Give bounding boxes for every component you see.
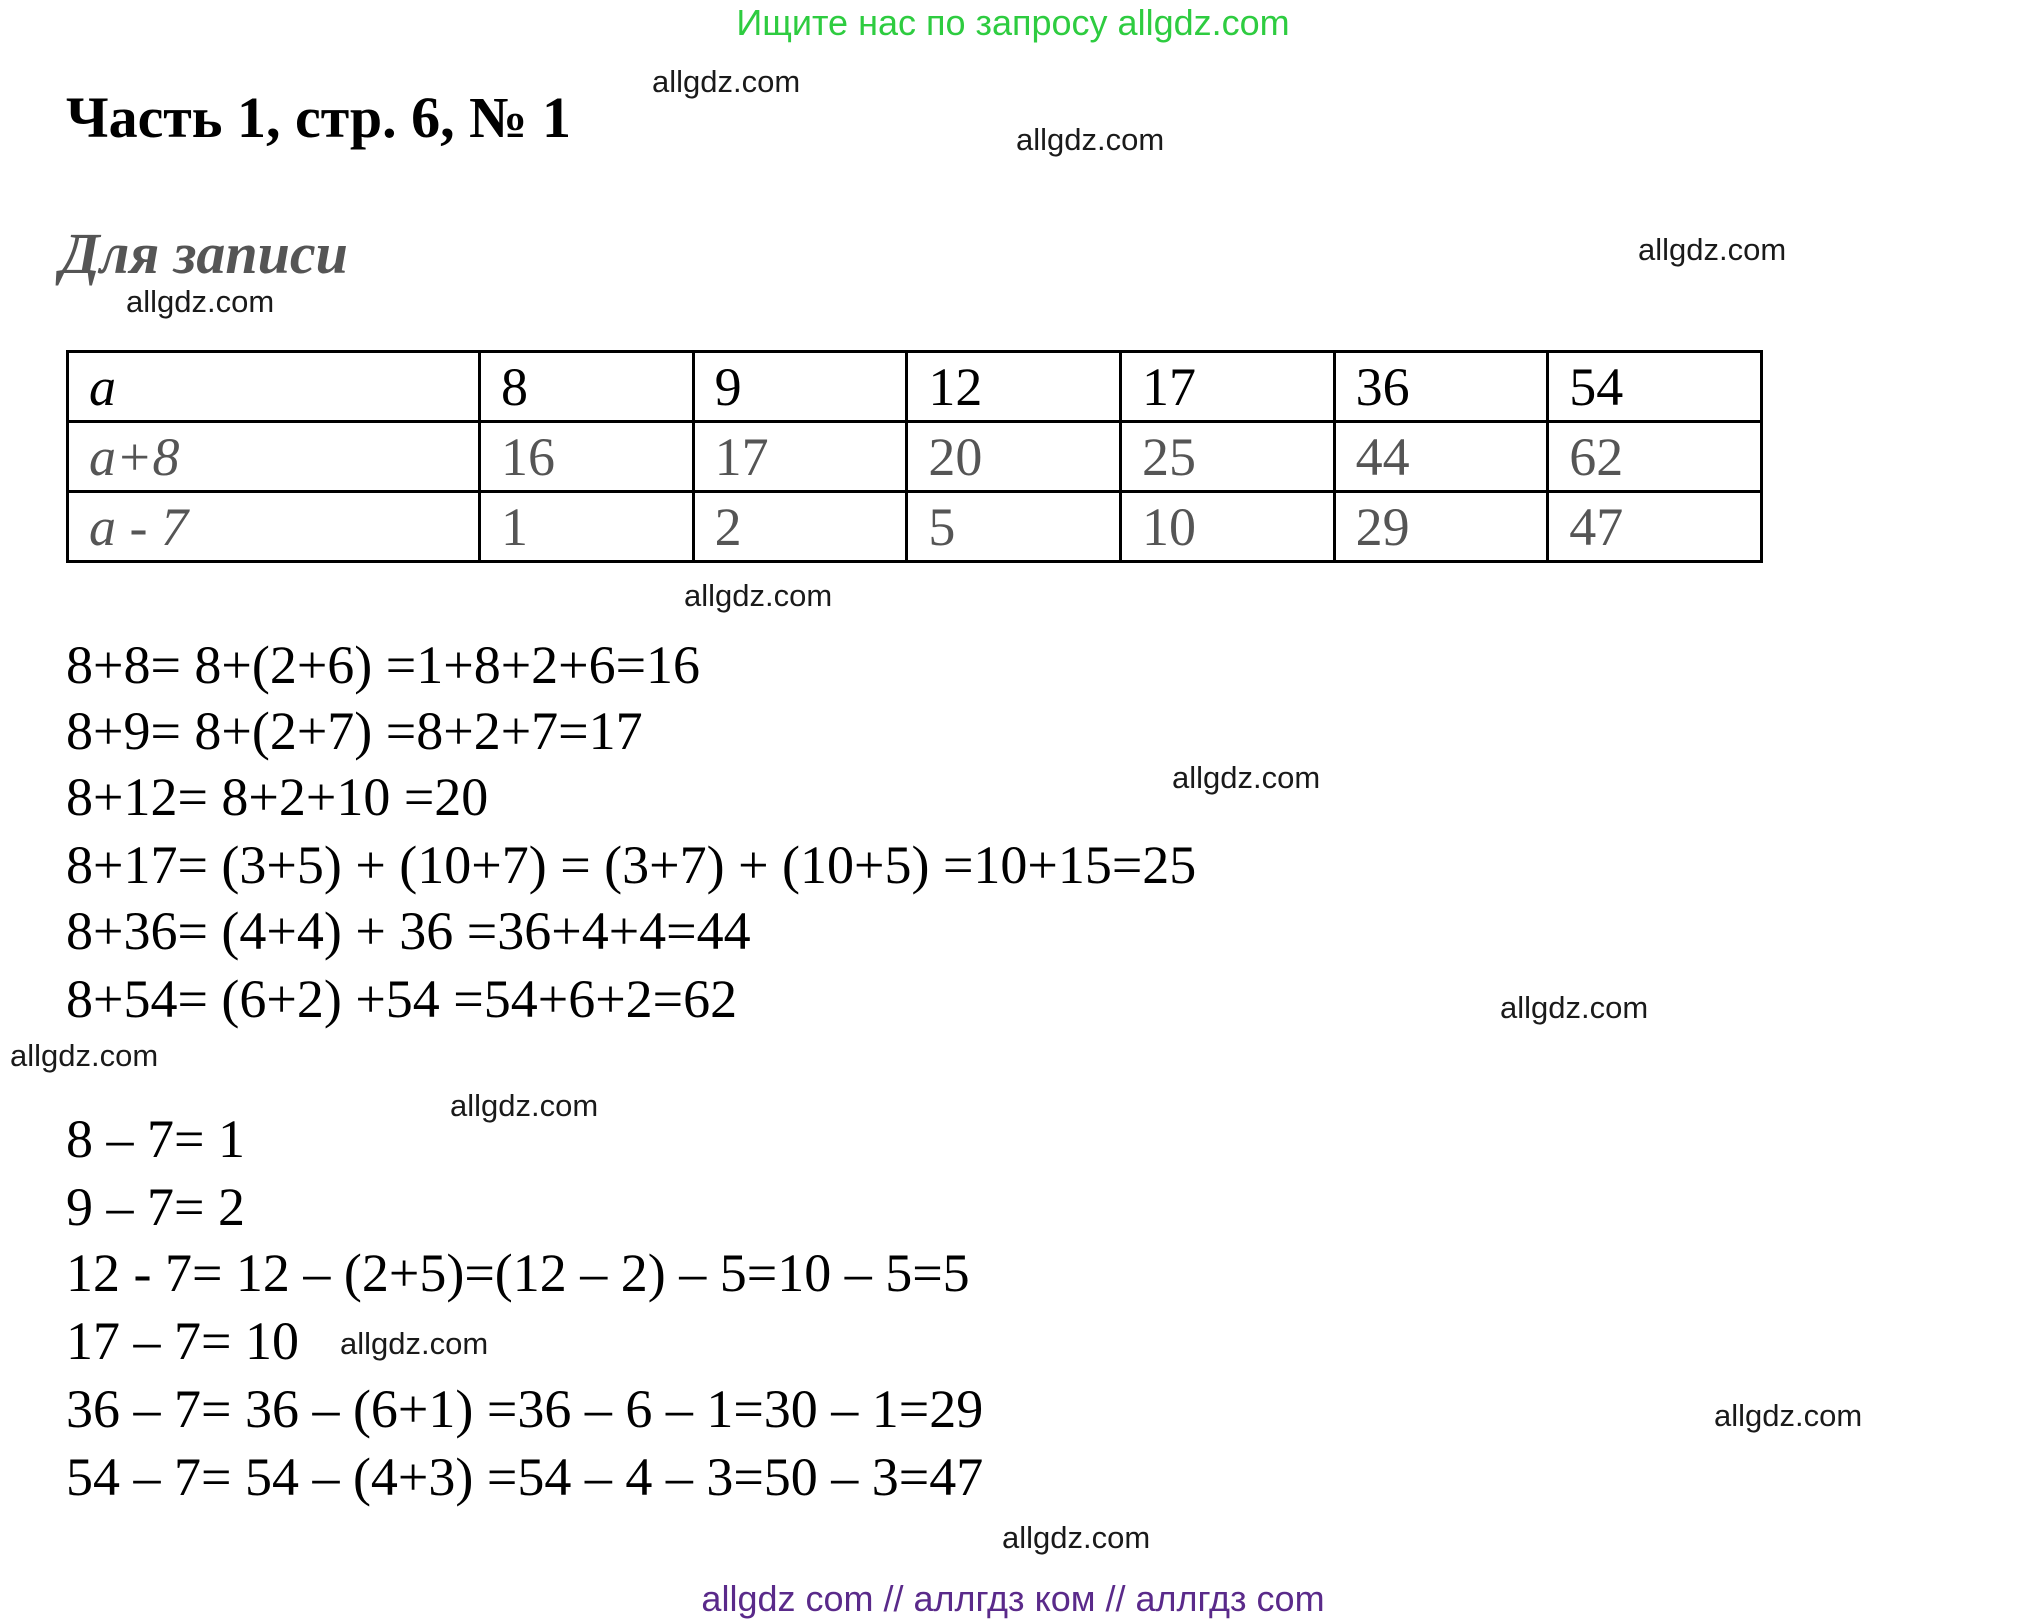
- table-cell: 47: [1548, 492, 1762, 562]
- table-cell: 8: [480, 352, 694, 422]
- difference-equation: 8 – 7= 1: [66, 1109, 245, 1169]
- table-cell: 2: [693, 492, 907, 562]
- table-cell: 16: [480, 422, 694, 492]
- section-subtitle: Для записи: [60, 221, 348, 286]
- table-cell: a: [68, 352, 480, 422]
- page-title: Часть 1, стр. 6, № 1: [66, 85, 571, 150]
- watermark: allgdz.com: [126, 284, 275, 319]
- table-cell: 20: [907, 422, 1121, 492]
- table-cell: 17: [1120, 352, 1334, 422]
- table-row: [68, 492, 1762, 562]
- table-cell: 54: [1548, 352, 1762, 422]
- table-cell: 62: [1548, 422, 1762, 492]
- difference-equation: 17 – 7= 10: [66, 1311, 299, 1371]
- sum-equation: 8+17= (3+5) + (10+7) = (3+7) + (10+5) =10+15=25: [66, 835, 1197, 895]
- table-cell: 29: [1334, 492, 1548, 562]
- watermark: allgdz.com: [340, 1326, 489, 1361]
- footer-links: allgdz com // аллгдз ком // аллгдз com: [701, 1578, 1325, 1619]
- difference-equation: 9 – 7= 2: [66, 1177, 245, 1237]
- table-cell: 10: [1120, 492, 1334, 562]
- watermark: allgdz.com: [1016, 122, 1165, 157]
- watermark: allgdz.com: [1638, 232, 1787, 267]
- table-cell: 25: [1120, 422, 1334, 492]
- table-cell: a - 7: [68, 492, 480, 562]
- table-cell: 36: [1334, 352, 1548, 422]
- top-banner: Ищите нас по запросу allgdz.com: [736, 2, 1290, 43]
- watermark: allgdz.com: [1500, 990, 1649, 1025]
- table-row: [68, 352, 1762, 422]
- sum-equation: 8+36= (4+4) + 36 =36+4+4=44: [66, 901, 751, 961]
- sum-equation: 8+9= 8+(2+7) =8+2+7=17: [66, 701, 643, 761]
- watermark: allgdz.com: [652, 64, 801, 99]
- table-cell: 1: [480, 492, 694, 562]
- sum-equation: 8+54= (6+2) +54 =54+6+2=62: [66, 969, 738, 1029]
- watermark: allgdz.com: [684, 578, 833, 613]
- table-cell: 5: [907, 492, 1121, 562]
- watermark: allgdz.com: [1714, 1398, 1863, 1433]
- table-cell: 17: [693, 422, 907, 492]
- table-cell: 12: [907, 352, 1121, 422]
- difference-equation: 54 – 7= 54 – (4+3) =54 – 4 – 3=50 – 3=47: [66, 1447, 984, 1507]
- watermark: allgdz.com: [10, 1038, 159, 1073]
- sum-equation: 8+8= 8+(2+6) =1+8+2+6=16: [66, 635, 701, 695]
- difference-equation: 36 – 7= 36 – (6+1) =36 – 6 – 1=30 – 1=29: [66, 1379, 984, 1439]
- values-table: [66, 350, 1763, 563]
- difference-equation: 12 - 7= 12 – (2+5)=(12 – 2) – 5=10 – 5=5: [66, 1243, 970, 1303]
- table-cell: 44: [1334, 422, 1548, 492]
- table-cell: a+8: [68, 422, 480, 492]
- watermark: allgdz.com: [1002, 1520, 1151, 1555]
- table-cell: 9: [693, 352, 907, 422]
- sum-equation: 8+12= 8+2+10 =20: [66, 767, 489, 827]
- watermark: allgdz.com: [450, 1088, 599, 1123]
- table-row: [68, 422, 1762, 492]
- watermark: allgdz.com: [1172, 760, 1321, 795]
